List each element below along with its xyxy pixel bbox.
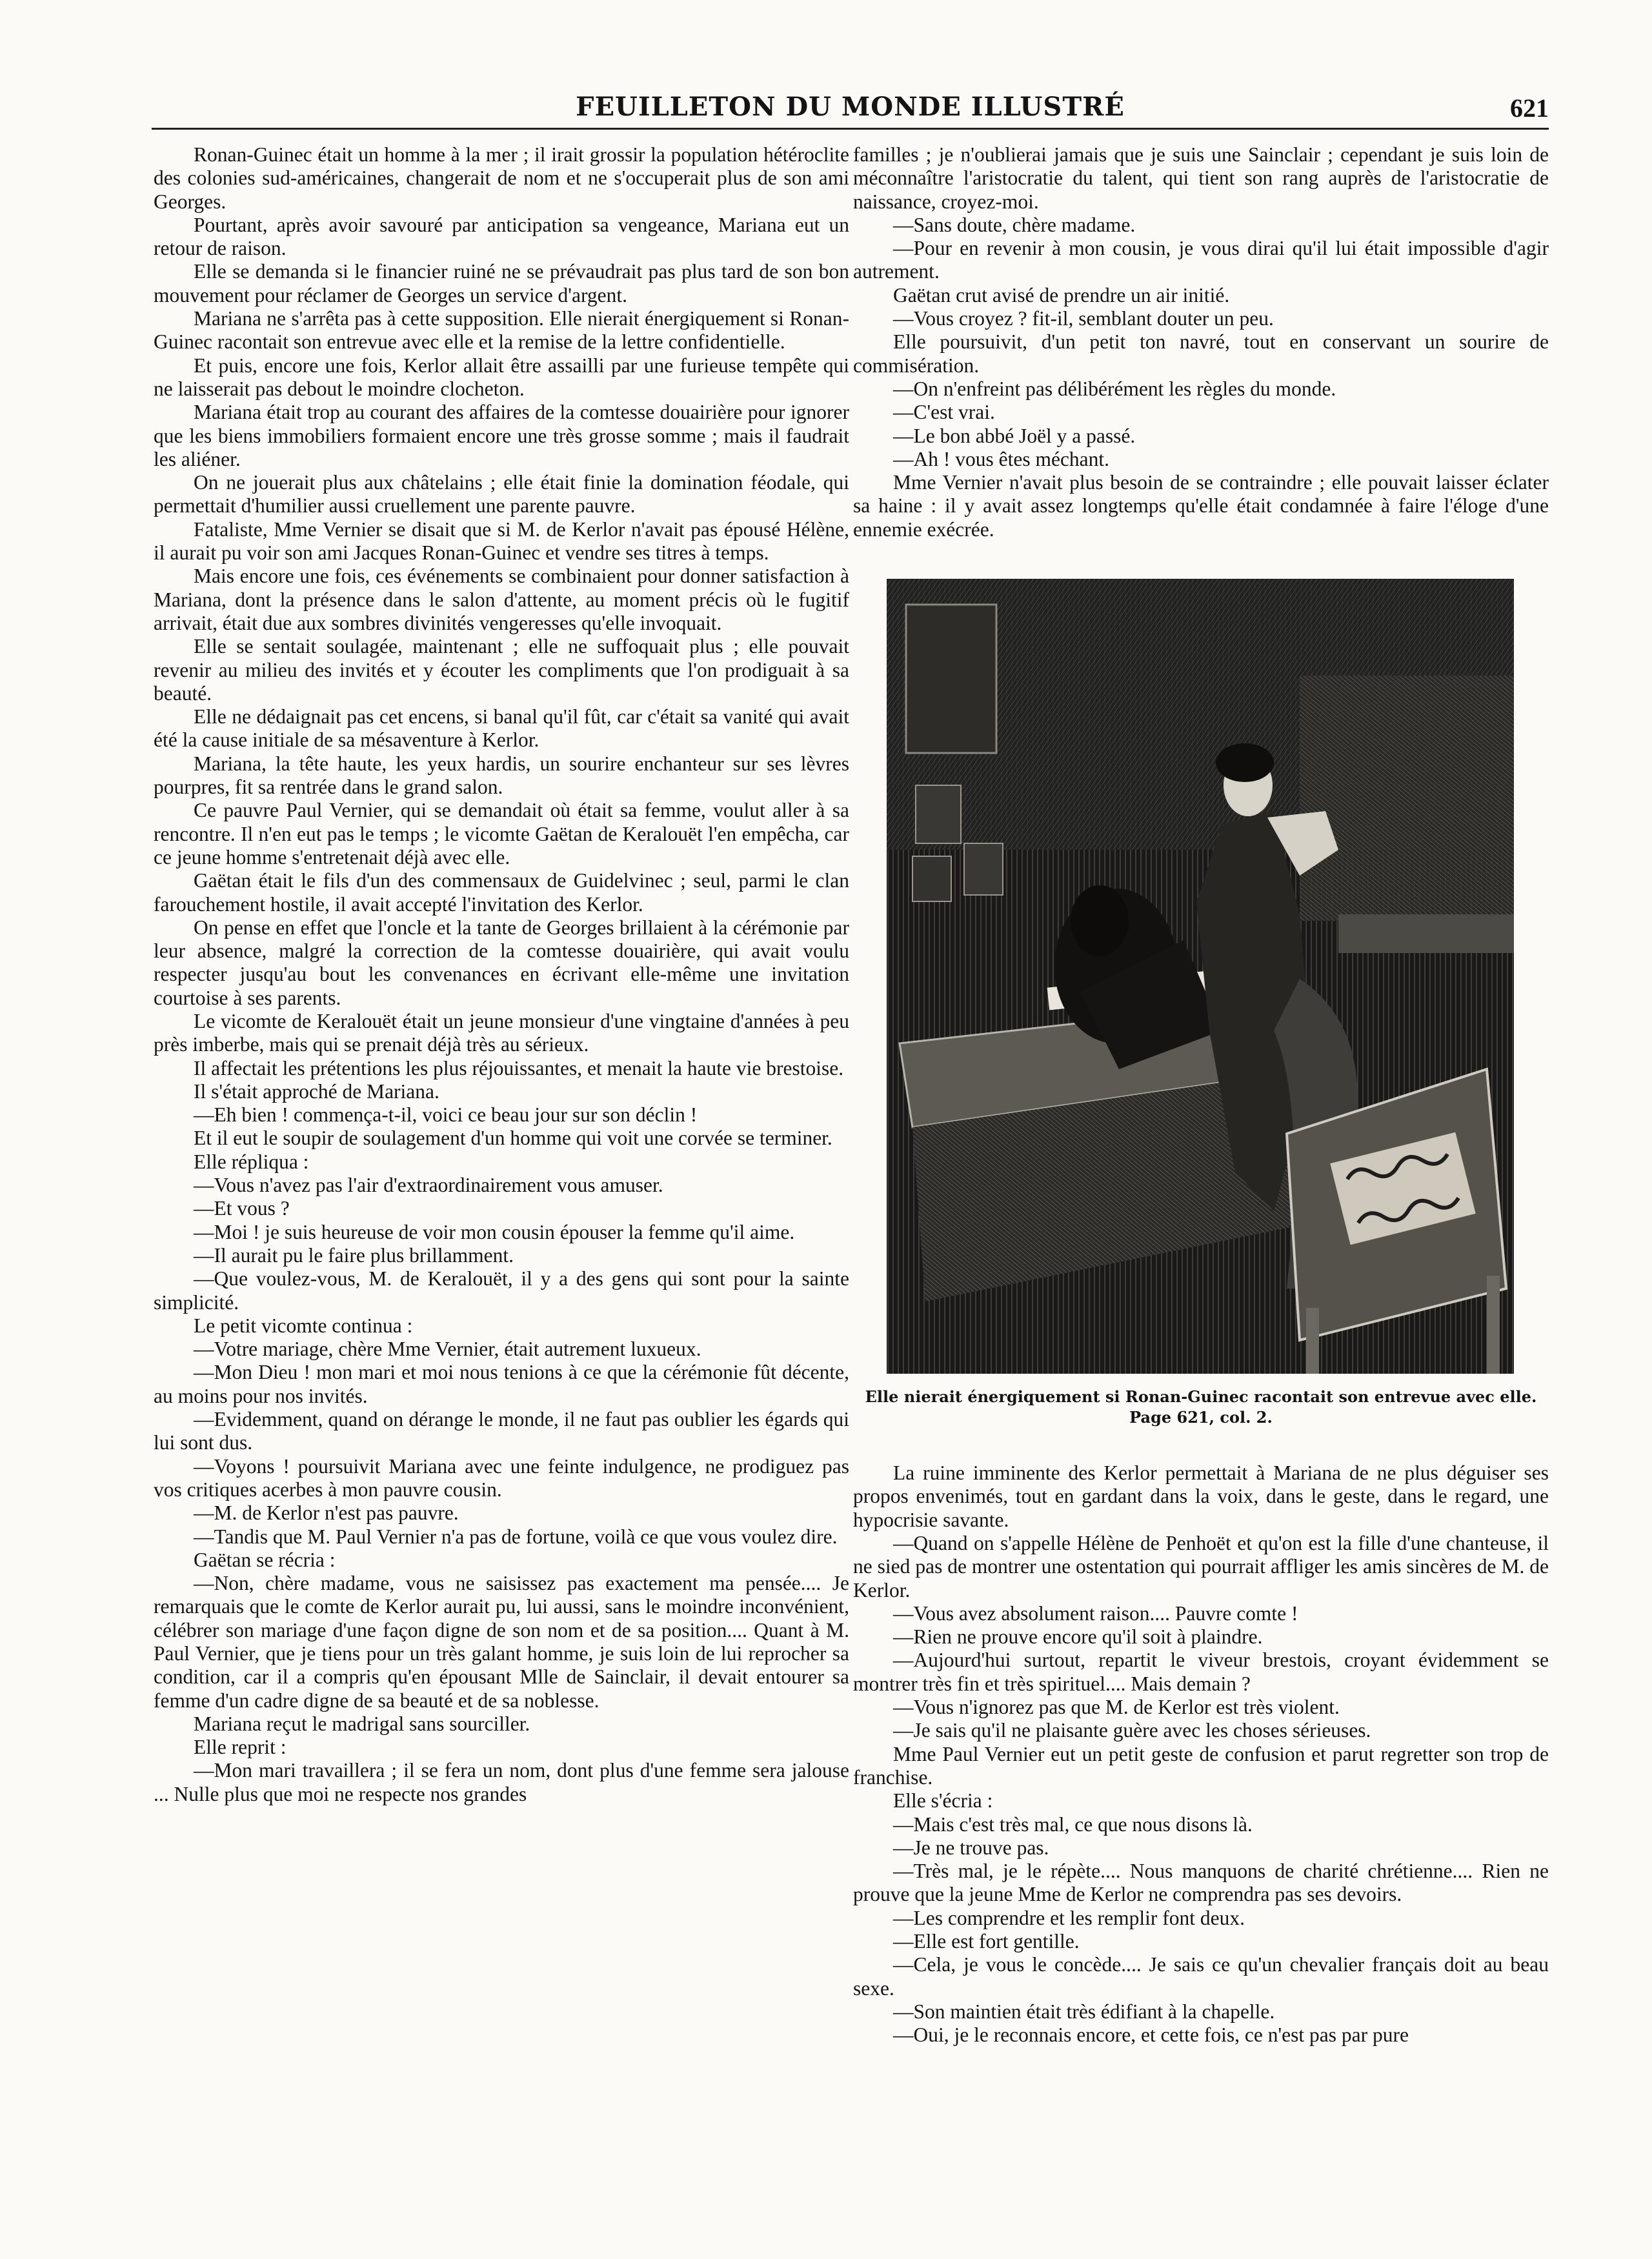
paragraph: Et puis, encore une fois, Kerlor allait être assailli par une furieuse tempête qui ne laisserait pas debout le moindre clocheton. (154, 354, 849, 400)
paragraph: Mariana était trop au courant des affaires de la comtesse douairière pour ignorer que les biens immobiliers formaient encore une très grosse somme ; mais il faudrait les aliéner. (154, 401, 849, 470)
paragraph: —Vous croyez ? fit-il, semblant douter un peu. (893, 307, 1274, 330)
paragraph: —C'est vrai. (893, 401, 995, 424)
paragraph: Elle s'écria : (893, 1789, 993, 1812)
paragraph: Ronan-Guinec était un homme à la mer ; il irait grossir la population hétéroclite des colonies sud-américaines, changerait de nom et ne s'occuperait plus de son ami Georges. (154, 143, 849, 213)
paragraph: Elle ne dédaignait pas cet encens, si banal qu'il fût, car c'était sa vanité qui avait été la cause initiale de sa mésaventure à Kerlor. (154, 705, 849, 752)
paragraph: On ne jouerait plus aux châtelains ; elle était finie la domination féodale, qui permettait d'humilier aussi cruellement une parente pauvre. (154, 471, 849, 517)
paragraph: —Mon mari travaillera ; il se fera un nom, dont plus d'une femme sera jalouse ... Nulle plus que moi ne respecte nos grandes (154, 1759, 849, 1805)
paragraph: —Vous avez absolument raison.... Pauvre comte ! (893, 1601, 1298, 1625)
paragraph: Il s'était approché de Mariana. (194, 1079, 439, 1103)
illustration-caption (853, 1387, 1549, 1428)
paragraph: Mme Vernier n'avait plus besoin de se contraindre ; elle pouvait laisser éclater sa haine : il y avait assez longtemps qu'elle était condamnée à faire l'éloge d'une ennemie exécrée. (853, 471, 1549, 541)
paragraph: Ce pauvre Paul Vernier, qui se demandait où était sa femme, voulut aller à sa rencontre. Il n'en eut pas le temps ; le vicomte Gaëtan de Keralouët l'en empêcha, car ce jeune homme s'entretenait déjà avec elle. (154, 799, 849, 868)
engraving-picture (887, 579, 1514, 1374)
page-header (152, 90, 1549, 130)
paragraph: —Mais c'est très mal, ce que nous disons là. (893, 1812, 1253, 1836)
paragraph: Le petit vicomte continua : (194, 1314, 413, 1337)
paragraph: Pourtant, après avoir savouré par anticipation sa vengeance, Mariana eut un retour de raison. (154, 213, 849, 260)
paragraph: Gaëtan était le fils d'un des commensaux de Guidelvinec ; seul, parmi le clan farouchement hostile, il avait accepté l'invitation des Kerlor. (154, 869, 849, 916)
paragraph: —Il aurait pu le faire plus brillamment. (194, 1243, 514, 1267)
paragraph: Gaëtan se récria : (194, 1548, 336, 1571)
paragraph: —Je ne trouve pas. (893, 1836, 1049, 1859)
paragraph: familles ; je n'oublierai jamais que je suis une Sainclair ; cependant je suis loin de méconnaître l'aristocratie du talent, qui tient son rang auprès de l'aristocratie de naissance, croyez-moi. (853, 143, 1549, 213)
paragraph: —Très mal, je le répète.... Nous manquons de charité chrétienne.... Rien ne prouve que la jeune Mme de Kerlor ne comprendra pas ses devoirs. (853, 1860, 1549, 1906)
paragraph: —Son maintien était très édifiant à la chapelle. (893, 2000, 1275, 2023)
paragraph: —Les comprendre et les remplir font deux. (893, 1906, 1245, 1929)
paragraph: Mariana ne s'arrêta pas à cette supposition. Elle nierait énergiquement si Ronan-Guinec racontait son entrevue avec elle et la remise de la lettre confidentielle. (154, 307, 849, 354)
paragraph: —Oui, je le reconnais encore, et cette fois, ce n'est pas par pure (893, 2023, 1409, 2047)
left-column (154, 143, 849, 1806)
paragraph: Mais encore une fois, ces événements se combinaient pour donner satisfaction à Mariana, dont la présence dans le salon d'attente, au moment précis où le fugitif arrivait, était due aux sombres divinités vengeresses qu'elle invoquait. (154, 565, 849, 634)
paragraph: Elle se sentait soulagée, maintenant ; elle ne suffoquait plus ; elle pouvait revenir au milieu des invités et y écouter les compliments que l'on prodiguait à sa beauté. (154, 635, 849, 705)
paragraph: —Evidemment, quand on dérange le monde, il ne faut pas oublier les égards qui lui sont dus. (154, 1408, 849, 1454)
paragraph: —Tandis que M. Paul Vernier n'a pas de fortune, voilà ce que vous voulez dire. (194, 1525, 838, 1548)
paragraph: Mme Paul Vernier eut un petit geste de confusion et parut regretter son trop de franchise. (853, 1742, 1549, 1789)
paragraph: —Le bon abbé Joël y a passé. (893, 424, 1136, 447)
paragraph: Mariana, la tête haute, les yeux hardis, un sourire enchanteur sur ses lèvres pourpres, fit sa rentrée dans le grand salon. (154, 752, 849, 799)
paragraph: —Moi ! je suis heureuse de voir mon cousin épouser la femme qu'il aime. (194, 1220, 795, 1243)
paragraph: —Je sais qu'il ne plaisante guère avec les choses sérieuses. (893, 1719, 1371, 1742)
paragraph: Elle poursuivit, d'un petit ton navré, tout en conservant un sourire de commisération. (853, 330, 1549, 377)
paragraph: —Non, chère madame, vous ne saisissez pas exactement ma pensée.... Je remarquais que le comte de Kerlor aurait pu, lui aussi, sans le moindre inconvénient, célébrer son mariage d'une façon digne de son nom et de sa position.... Quant à M. Paul Vernier, que je tiens pour un très galant homme, je suis loin de lui reprocher sa condition, car il a compris qu'en épousant Mlle de Sainclair, il devait entourer sa femme d'un cadre digne de sa beauté et de sa noblesse. (154, 1572, 849, 1712)
paragraph: —Pour en revenir à mon cousin, je vous dirai qu'il lui était impossible d'agir autrement. (853, 237, 1549, 283)
paragraph: Et il eut le soupir de soulagement d'un homme qui voit une corvée se terminer. (194, 1127, 832, 1150)
paragraph: —Vous n'ignorez pas que M. de Kerlor est très violent. (893, 1696, 1340, 1719)
paragraph: Elle reprit : (194, 1736, 287, 1759)
right-column-top (853, 143, 1549, 541)
paragraph: —Que voulez-vous, M. de Keralouët, il y a des gens qui sont pour la sainte simplicité. (154, 1267, 849, 1314)
caption-page-reference: Page 621, col. 2. (1129, 1408, 1273, 1427)
paragraph: Gaëtan crut avisé de prendre un air initié. (893, 283, 1230, 306)
engraving-illustration (887, 579, 1514, 1374)
right-column (853, 143, 1549, 2047)
caption-line: Elle nierait énergiquement si Ronan-Guinec racontait son entrevue avec elle. (865, 1387, 1537, 1407)
header-title: FEUILLETON DU MONDE ILLUSTRÉ (576, 92, 1125, 122)
paragraph: —On n'enfreint pas délibérément les règles du monde. (893, 377, 1336, 400)
paragraph: —Et vous ? (194, 1197, 290, 1220)
paragraph: —Aujourd'hui surtout, repartit le viveur brestois, croyant évidemment se montrer très fin et très spirituel.... Mais demain ? (853, 1649, 1549, 1695)
right-column-bottom (853, 1461, 1549, 2047)
paragraph: Fataliste, Mme Vernier se disait que si M. de Kerlor n'avait pas épousé Hélène, il aurait pu voir son ami Jacques Ronan-Guinec et vendre ses titres à temps. (154, 517, 849, 565)
paragraph: —Voyons ! poursuivit Mariana avec une feinte indulgence, ne prodiguez pas vos critiques acerbes à mon pauvre cousin. (154, 1454, 849, 1501)
paragraph: —Mon Dieu ! mon mari et moi nous tenions à ce que la cérémonie fût décente, au moins pour nos invités. (154, 1361, 849, 1407)
paragraph: Il affectait les prétentions les plus réjouissantes, et menait la haute vie brestoise. (194, 1056, 844, 1079)
paragraph: —Sans doute, chère madame. (893, 213, 1136, 236)
paragraph: Mariana reçut le madrigal sans sourciller. (194, 1712, 530, 1735)
paragraph: —Rien ne prouve encore qu'il soit à plaindre. (893, 1625, 1263, 1649)
paragraph: —Ah ! vous êtes méchant. (893, 447, 1110, 470)
paragraph: —Quand on s'appelle Hélène de Penhoët et qu'on est la fille d'une chanteuse, il ne sied pas de montrer une ostentation qui pourrait affliger les amis sincères de M. de Kerlor. (853, 1531, 1549, 1601)
paragraph: —M. de Kerlor n'est pas pauvre. (194, 1501, 459, 1525)
paragraph: Elle se demanda si le financier ruiné ne se prévaudrait pas plus tard de son bon mouvement pour réclamer de Georges un service d'argent. (154, 260, 849, 306)
paragraph: —Votre mariage, chère Mme Vernier, était autrement luxueux. (194, 1338, 701, 1361)
paragraph: —Cela, je vous le concède.... Je sais ce qu'un chevalier français doit au beau sexe. (853, 1953, 1549, 2000)
page-number: 621 (1510, 94, 1549, 123)
paragraph: —Elle est fort gentille. (893, 1929, 1080, 1953)
paragraph: —Eh bien ! commença-t-il, voici ce beau jour sur son déclin ! (194, 1103, 698, 1127)
paragraph: Le vicomte de Keralouët était un jeune monsieur d'une vingtaine d'années à peu près imberbe, mais qui se prenait déjà très au sérieux. (154, 1009, 849, 1056)
paragraph: Elle répliqua : (194, 1150, 309, 1173)
paragraph: —Vous n'avez pas l'air d'extraordinairement vous amuser. (194, 1174, 663, 1197)
paragraph: La ruine imminente des Kerlor permettait à Mariana de ne plus déguiser ses propos envenimés, tout en gardant dans la voix, dans le geste, dans le regard, une hypocrisie savante. (853, 1461, 1549, 1531)
paragraph: On pense en effet que l'oncle et la tante de Georges brillaient à la cérémonie par leur absence, malgré la correction de la comtesse douairière, qui avait voulu respecter jusqu'au bout les convenances en écrivant elle-même une invitation courtoise à ses parents. (154, 916, 849, 1009)
